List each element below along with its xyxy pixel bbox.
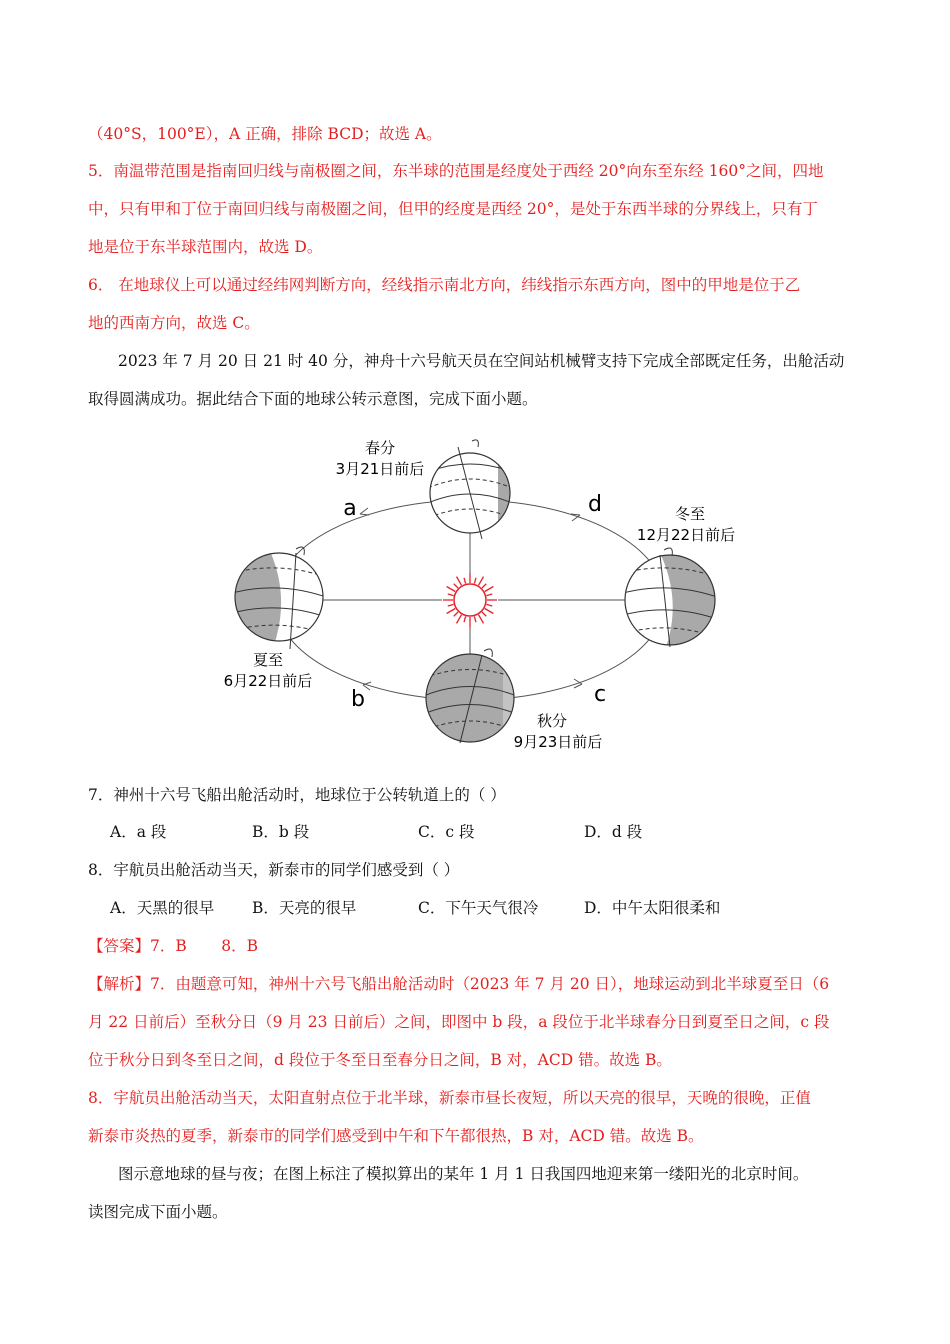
text-line: （40°S，100°E），A 正确，排除 BCD；故选 A。	[88, 125, 442, 143]
segment-c-label: c	[593, 682, 607, 707]
q7-option-b: B．b 段	[252, 823, 310, 841]
text-line: 地的西南方向，故选 C。	[88, 314, 260, 332]
earth-autumn-icon	[424, 649, 523, 743]
analysis-line: 月 22 日前后）至秋分日（9 月 23 日前后）之间，即图中 b 段，a 段位于北半球春分日到夏至日之间，c 段	[88, 1013, 830, 1031]
text-line: 5．南温带范围是指南回归线与南极圈之间，东半球的范围是经度处于西经 20°向东至东经 160°之间，四地	[88, 162, 824, 180]
sun-ray	[482, 584, 486, 588]
sun-ray	[479, 577, 484, 586]
question-7: 7．神州十六号飞船出舱活动时，地球位于公转轨道上的（ ）	[88, 786, 506, 804]
sun-ray	[485, 609, 494, 614]
text-line: 图示意地球的昼与夜；在图上标注了模拟算出的某年 1 月 1 日我国四地迎来第一缕阳光的北京时间。	[118, 1165, 809, 1183]
summer-label: 夏至	[252, 651, 284, 669]
sun-ray	[482, 612, 486, 616]
autumn-date: 9月23日前后	[513, 733, 603, 751]
sun-ray	[474, 578, 476, 584]
summer-date: 6月22日前后	[223, 672, 313, 690]
earth-winter-icon	[623, 548, 720, 647]
q7-option-c: C．c 段	[418, 823, 475, 841]
autumn-label: 秋分	[536, 712, 568, 730]
q8-option-b: B．天亮的很早	[252, 899, 357, 917]
sun-ray	[486, 604, 492, 606]
earth-summer-icon	[232, 547, 330, 649]
segment-b-label: b	[351, 687, 365, 712]
analysis-tag: 【解析】	[88, 975, 151, 993]
q8-option-d: D．中午太阳很柔和	[584, 899, 721, 917]
sun-ray	[464, 578, 466, 584]
analysis-line	[88, 974, 868, 994]
q8-option-c: C．下午天气很冷	[418, 899, 539, 917]
segment-a-label: a	[343, 496, 357, 521]
q7-option-a: A．a 段	[110, 823, 167, 841]
sun-ray	[464, 616, 466, 622]
sun-ray	[447, 587, 456, 592]
winter-date: 12月22日前后	[636, 526, 736, 544]
text-line: 取得圆满成功。据此结合下面的地球公转示意图，完成下面小题。	[88, 390, 538, 408]
answer-tag: 【答案】	[88, 937, 151, 955]
spring-label: 春分	[364, 439, 396, 457]
sun-ray	[485, 587, 494, 592]
sun-ray	[474, 616, 476, 622]
text-line: 中，只有甲和丁位于南回归线与南极圈之间，但甲的经度是西经 20°，是处于东西半球的分界线上，只有丁	[88, 200, 818, 218]
question-8: 8．宇航员出舱活动当天，新泰市的同学们感受到（ ）	[88, 861, 460, 879]
segment-d-label: d	[588, 492, 602, 517]
analysis-line: 8．宇航员出舱活动当天，太阳直射点位于北半球，新泰市昼长夜短，所以天亮的很早，天晚的很晚，正值	[88, 1089, 811, 1107]
text-line: 读图完成下面小题。	[88, 1203, 228, 1221]
text-line: 6． 在地球仪上可以通过经纬网判断方向，经线指示南北方向，纬线指示东西方向，图中的甲地是位于乙	[88, 276, 801, 294]
winter-label: 冬至	[674, 505, 706, 523]
earth-orbit-diagram	[220, 433, 736, 763]
sun-ray	[448, 604, 454, 606]
earth-spring-icon	[425, 440, 528, 539]
sun-ray	[479, 615, 484, 624]
spring-date: 3月21日前后	[335, 460, 425, 478]
sun-ray	[454, 612, 458, 616]
sun-ray	[448, 594, 454, 596]
sun-ray	[454, 584, 458, 588]
analysis-text: 7．由题意可知，神州十六号飞船出舱活动时（2023 年 7 月 20 日），地球运动到北半球夏至日（6	[150, 975, 830, 993]
text-line: 地是位于东半球范围内，故选 D。	[88, 238, 323, 256]
sun-ray	[486, 594, 492, 596]
sun-ray	[457, 577, 462, 586]
analysis-line: 新泰市炎热的夏季，新泰市的同学们感受到中午和下午都很热，B 对，ACD 错。故选 B。	[88, 1127, 704, 1145]
sun-ray	[447, 609, 456, 614]
orbit-arrow	[360, 508, 369, 515]
q8-option-a: A．天黑的很早	[110, 899, 215, 917]
sun-icon	[443, 573, 497, 627]
q7-option-d: D．d 段	[584, 823, 643, 841]
answer-line	[88, 936, 868, 956]
sun-ray	[457, 615, 462, 624]
analysis-line: 位于秋分日到冬至日之间，d 段位于冬至日至春分日之间，B 对，ACD 错。故选 B。	[88, 1051, 672, 1069]
text-line: 2023 年 7 月 20 日 21 时 40 分，神舟十六号航天员在空间站机械臂支持下完成全部既定任务，出舱活动	[118, 352, 845, 370]
answer-text: 7．B 8．B	[150, 937, 259, 955]
